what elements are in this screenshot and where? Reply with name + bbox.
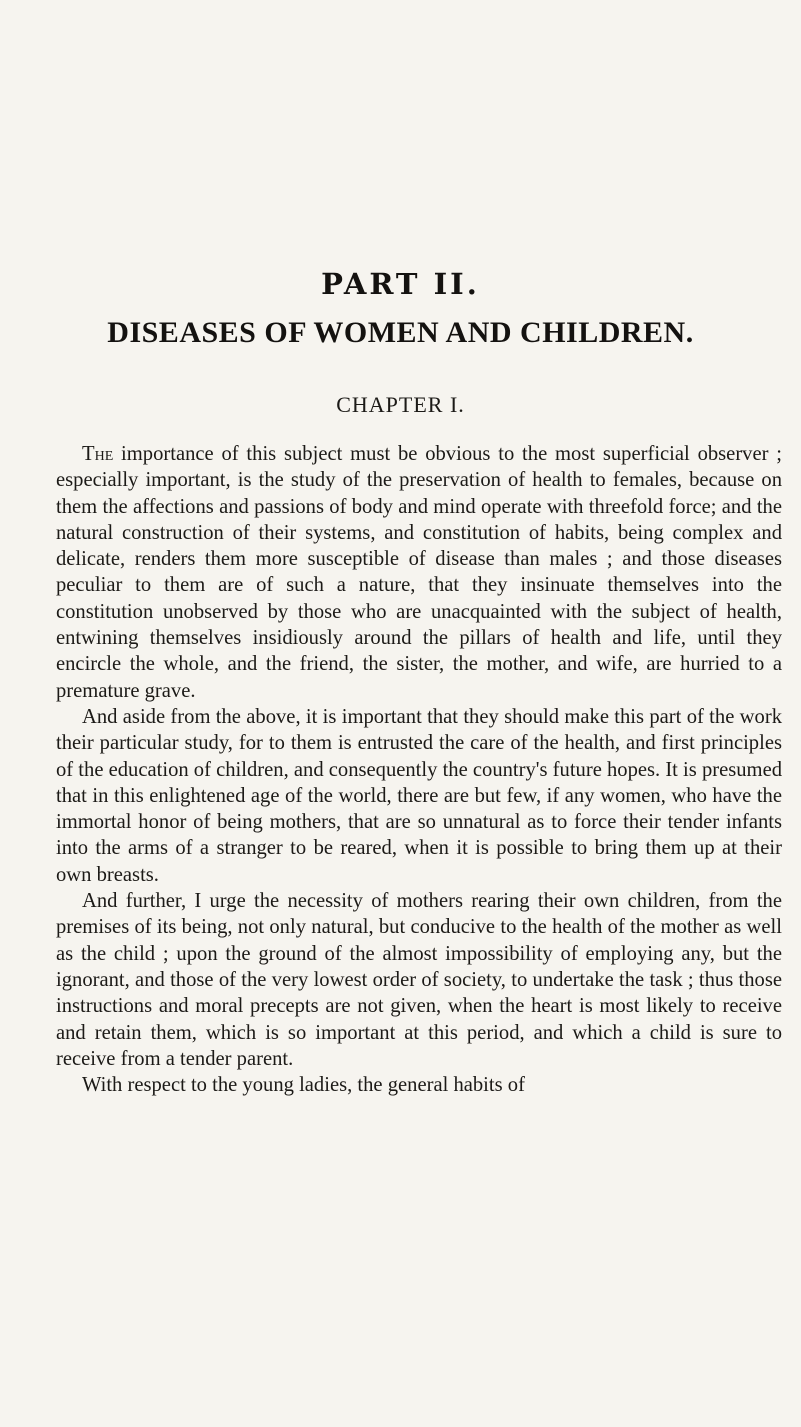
- paragraph-3: [56, 888, 782, 1072]
- body-text: [56, 441, 782, 1098]
- paragraph-text: And aside from the above, it is important that they should make this part of the work their particular study, for to them is entrusted the care of the health, and first principles of the education of children, and consequently the country's future hopes. It is presumed that in this enlightened age of the world, there are but few, if any women, who have the immortal honor of being mothers, that are so unnatural as to force their tender infants into the arms of a stranger to be reared, when it is possible to bring them up at their own breasts.: [56, 705, 783, 886]
- paragraph-1: [56, 441, 782, 704]
- paragraph-4: [56, 1072, 782, 1098]
- paragraph-text: importance of this subject must be obvious to the most superficial observer ; especially important, is the study of the preservation of health to females, because on them the affections and passions of body and mind operate with threefold force; and the natural construction of their systems, and constitution of habits, being complex and delicate, renders them more susceptible of disease than males ; and those diseases peculiar to them are of such a nature, that they insinuate themselves into the constitution unobserved by those who are unacquainted with the subject of health, entwining themselves insidiously around the pillars of health and life, until they encircle the whole, and the friend, the sister, the mother, and wife, are hurried to a premature grave.: [56, 443, 782, 702]
- part-title: PART II.: [321, 267, 480, 301]
- paragraph-2: [56, 704, 782, 888]
- paragraph-text: With respect to the young ladies, the general habits of: [82, 1074, 525, 1097]
- section-title: DISEASES OF WOMEN AND CHILDREN.: [107, 316, 694, 349]
- paragraph-text: And further, I urge the necessity of mothers rearing their own children, from the premises of its being, not only natural, but conducive to the health of the mother as well as the child ; upon the ground of the almost impossibility of employing any, but the ignorant, and those of the very lowest order of society, to undertake the task ; thus those instructions and moral precepts are not given, when the heart is most likely to receive and retain them, which is so important at this period, and which a child is sure to receive from a tender parent.: [56, 890, 782, 1070]
- chapter-title: CHAPTER I.: [336, 392, 465, 417]
- paragraph-lead-word: The: [82, 443, 114, 465]
